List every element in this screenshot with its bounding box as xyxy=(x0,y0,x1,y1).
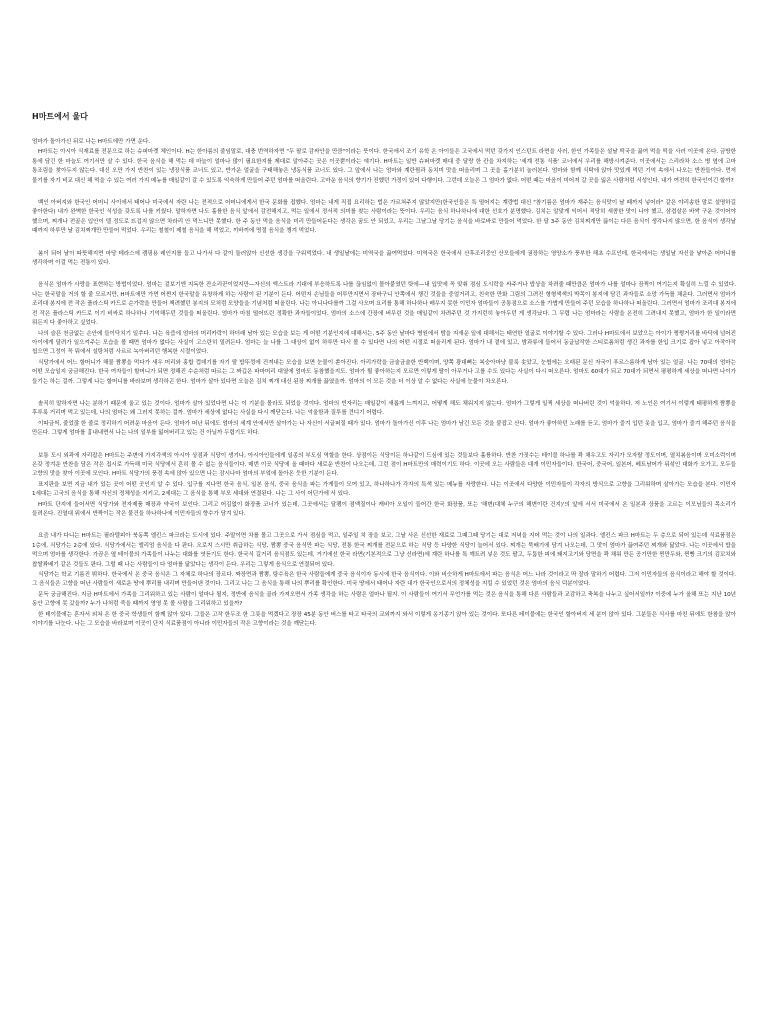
paragraph: 식당가는 학교 기름진 뷔하다. 한국에서 온 중국 음식은 그 자체로 하나의 장르다. 짜장면과 짬뽕, 탕수육은 한국 사람들에게 중국 음식이자 동시에 한국 음식이다. 이와 비슷하게 H마트에서 파는 음식은 어느 나라 것이라고 딱 잘라 말하기 어렵다. 그저 이민자들의 음식이라고 해야 할 것이다. 그 음식들은 고향을 떠난 사람들이 새로운 땅에 뿌리를 내리며 만들어낸 것이다. 그리고 나는 그 음식을 통해 나의 뿌리를 확인한다. 미국 땅에서 태어나 자란 내가 한국인으로서의 정체성을 지킬 수 있었던 것은 엄마의 음식 덕분이었다. xyxy=(32,572,736,588)
paragraph: 솔직히 말하자면 나는 분하기 때문에 울고 있는 것이다. 엄마가 살아 있었다면 나는 이 기분을 몰라도 되었을 것이다. 엄마의 빈자리는 매일같이 새롭게 느껴지고, 어떻게 해도 채워지지 않는다. 엄마가 그렇게 일찍 세상을 떠나버린 것이 억울하다. 저 노인은 여기서 이렇게 태평하게 짬뽕을 후루룩 거리며 먹고 있는데, 나의 엄마는 왜 그러지 못하는 걸까. 엄마가 세상에 없다는 사실을 다시 깨닫는다. 나는 억울함과 질투를 견디기 어렵다. xyxy=(32,400,736,417)
paragraph: H마트 단지에 들어서면 식당가와 전자제품 매장과 약국이 보인다. 그리고 어김없이 화장품 코너가 있는데, 그곳에서는 달팽이 점액질이나 캐비아 오일이 들어간 한국 화장품, 또는 '해변(대체 누구의 해변이란 건지)'의 앞에 서서 미국에서 온 일본과 상품을 고르는 이모님들의 목소리가 들려온다. 진열대 위에서 반짝이는 작은 물건들 하나하나에 이민자들의 향수가 담겨 있다. xyxy=(32,501,736,517)
paragraph: 요즘 내가 다니는 H마트는 필라델피아 북동쪽 엘킨스 파크라는 도시에 있다. 주말이면 차를 몰고 그곳으로 가서 점심을 먹고, 일주일 치 장을 보고, 그날 사온 신선한 재료로 그때그때 당기는 대로 저녁을 지어 먹는 것이 나의 일과다. 엘킨스 파크 H마트는 두 층으로 되어 있는데 식료품점은 1층에, 식당가는 2층에 있다. 식당가에서는 엘리엄 음식을 다 판다. 오로지 스시만 취급하는 식당, 짬뽕 중국 음식만 파는 식당, 전통 한국 찌개를 전문으로 하는 식당 등 다양한 식당이 늘어서 있다. 찌개는 뚝배기에 담겨 나오는데, 그 맛이 엄마가 끓여주던 찌개와 닮았다. 나는 이곳에서 밥을 먹으며 엄마를 생각한다. 가끔은 옆 테이블의 가족들이 나누는 대화를 엿듣기도 한다. 한국식 길거리 음식점도 있는데, 거기에선 한국 라면(기본적으로 그냥 신라면)에 계란 하나를 톡 깨트려 넣은 것도 팔고, 두툼한 피에 돼지고기와 당면을 꽉 채워 만든 공기만한 찐만두와, 찐빵 크기의 김꼬치와 찹쌀꽈배기 같은 것들도 판다. 그럴 때 나는 사람들이 다 엄마를 닮았다는 생각이 든다. 우리는 그렇게 음식으로 연결되어 있다. xyxy=(32,533,736,568)
paragraph: 한 테이블에는 혼자서 외쳐 온 한 중국 학생들이 함께 앉아 있다. 그들은 고작 한두조 한 그릇을 먹겠다고 장장 45분 동안 버스를 타고 타국의 교외까지 와서 이렇게 옹기종기 앉아 있는 것이다. 또다른 테이블에는 한국인 할아버지 세 분이 앉아 있다. 그분들은 식사를 마친 뒤에도 한참을 앉아 이야기를 나눈다. 나는 그 모습을 바라보며 이곳이 단지 식료품점이 아니라 이민자들의 작은 고향이라는 것을 깨닫는다. xyxy=(32,611,736,628)
document-body xyxy=(32,138,736,629)
paragraph: 보통 도시 외곽에 자리잡은 H마트는 주변에 가지각색의 아시아 상점과 식당이 생기나, 아시아인들에게 일종의 부도심 역할을 한다. 상점이든 식당이든 하나같이 드심에 있는 것들보다 훌륭하다. 반찬 가짓수는 테이블 하나를 꽉 채우고도 자리가 모자랄 정도이며, 열치볶음이며 오미소럭이며 온갖 정겨운 반찬을 담은 작은 접시로 가득해 미국 식당에서 흔히 볼 수 없는 음식들이다. 매번 이곳 식당에 올 때마다 새로운 반찬이 나오는데, 그런 점이 H마트만의 매력이기도 하다. 이곳에 오는 사람들은 대개 이민자들이다. 한국어, 중국어, 일본어, 베트남어가 뒤섞인 대화가 오가고, 모두들 고향의 맛을 찾아 이곳에 모인다. H마트 식당가의 풍경 속에 앉아 있으면 나는 잠시나마 엄마의 부엌에 돌아온 듯한 기분이 든다. xyxy=(32,452,736,478)
paragraph: 문득 궁금해진다. 지금 H마트에서 가족을 그리워하고 있는 사람이 얼마나 될지, 정반에 음식을 골라 가져오면서 가족 생각을 하는 사람은 얼마나 될지. 이 사람들이 여기서 무언가를 먹는 것은 음식을 통해 다른 사람들과 교감하고 축복을 나누고 싶어서일까? 이중에 누가 올해 또는 지난 10년 동안 고향에 못 갔을까? 누가 나처럼 죽을 때까지 영영 못 볼 사람을 그리워하고 있을까? xyxy=(32,591,736,608)
paragraph: 이따금씩, 줄었잖 한 줄로 정리하기 어려운 마음이 든다. 엄마가 떠난 뒤에도 엄마의 세계 안에서만 살아가는 나 자신이 서글퍼질 때가 있다. 엄마가 돌아가신 이후 나는 엄마가 남긴 모든 것을 붙잡고 산다. 엄마가 좋아하던 노래를 듣고, 엄마가 즐겨 입던 옷을 입고, 엄마가 즐겨 해주던 음식을 만든다. 그렇게 엄마를 흉내내면서 나는 나의 일부를 잃어버리고 있는 건 아닐까 두렵기도 하다. xyxy=(32,420,736,437)
paragraph: 봄이 되어 날이 따뜻해지면 마당 테라스에 캠핑용 레인지를 들고 나가서 다 같이 둘러앉아 신선한 생강을 구워먹었다. 내 생일날에는 미역국을 끓여먹었다. 미역국은 한국에서 산후조리중인 산모들에게 권장하는 영양소가 풍부한 해초 수프인데, 한국에서는 생일날 자신을 낳아준 어머니를 생각하며 이걸 먹는 전통이 있다. xyxy=(32,250,736,267)
paragraph: 식당가에서 어느 할머니가 해물 짬뽕을 먹다가 새우 머리와 홍합 껍데기를 자기 딸 밥뚜껑에 건져내는 모습을 보면 눈물이 쏟아진다. 아리가락을 금술금술한 반백이며, 양쪽 광대뼈는 복숭아마냥 불룩 솟았고, 눈썹에는 오래된 문신 자국이 푸르스름하게 남아 있는 얼굴. 나는 70대의 엄마는 어떤 모습일지 궁금해진다. 한국 여자들이 할머니가 되면 정해진 수순처럼 따르는 그 짜깁은 파마머리 대열에 엄마도 동참했을지도. 엄마가 뭘 좋아하는지 모르면 이렇게 딸이 아무거나 고를 수도 있다는 사실이 다시 떠오른다. 엄마도 60대가 되고 70대가 되면서 평평하게 세상을 떠나면 나이가 들기는 하는 걸까. 그렇게 나는 할머니를 바라보며 생각하곤 한다. 엄마가 살아 있다면 오늘은 김치 찌개 대신 된장 찌개를 끓였을까. 엄마의 이 모든 것을 더 이상 알 수 없다는 사실에 눈물이 차오른다. xyxy=(32,359,737,385)
document-title: H마트에서 울다 xyxy=(32,112,88,121)
paragraph: 백인 아버지와 한국인 어머니 사이에서 태어나 미국에서 자란 나는 전적으로 어머니에게서 한국 문화를 접했다. 엄마는 내게 직접 요리하는 법은 가르쳐주지 않았지만(한국인들은 특 떨어지는 계량법 대신 "참기름은 엄마가 재주는 음식맛이 날 때까지 넣어라" 같은 야리송한 말로 설명하길 좋아한다) 내가 완벽한 한국인 식성을 갖도록 나를 키웠다. 말하자면 나도 훌륭한 음식 앞에서 감전해지고, 먹는 일에서 정서적 의미를 찾는 사람이라는 뜻이다. 우리는 음식 하나하나에 대한 선호가 분명했다. 김치는 알맞게 익어서 적당히 새콤한 맛이 나야 했고, 삼겹살은 바싹 구운 것이어야 했으며, 찌개나 전골은 입안이 델 정도로 뜨겁지 않으면 차라리 안 먹느니만 못했다. 한 주 동안 먹을 음식을 미리 만들어둔다는 생각은 꿈도 안 되었고, 우리는 그날그날 당기는 음식을 바로바로 만들어 먹었다. 한 달 3주 동안 김치찌개만 끓이는 다른 음식이 생각나지 않으면, 한 음식이 생각날 때까지 하루만 날 김치찌개만 만들어 먹었다. 우리는 철철이 제철 음식을 해 먹었고, 끼바끼에 명절 음식을 챙겨 먹었다. xyxy=(32,200,736,235)
paragraph: 음식은 엄마가 사랑을 표현하는 방법이었다. 엄마는 겉보기엔 지독한 잔소리꾼이었지만—자신의 엑스트라 기대에 부응하도록 나를 끊임없이 몰아붙였던 탓에—내 입맛에 꼭 맞춰 점심 도시락을 싸주거나 밥상을 차려줄 때만큼은 엄마가 나를 얼마나 끔찍이 여기는지 확실히 느낄 수 있었다. 나는 한국말을 거의 할 줄 모르지만, H마트에만 가면 어쩐지 한국말을 유창하게 하는 사람이 된 기분이 든다. 어떤지 손님들을 어루만지면서 장바구니 안쪽에서 챙긴 것들을 중얼거리고, 친숙한 만화 그림의 그려진 형형색색의 박목이 봉지에 담긴 과자들로 소망 가득를 채운다. 그러면서 엄마가 조리대 봉지에 전 작은 플라스틱 카드로 순가락을 만들어 책려했던 봉지의 모처럼 모양들을 기념처럼 떠올린다. 나는 아니나다를까 그걸 사오며 요리를 통해 하나하나 배우지 못한 이민자 엄마들이 공통점으로 소스를 가볍게 만들어 주던 모습을 하나하나 떠올린다. 그러면서 엄마가 조리대 봉지에 전 작은 플라스틱 카드로 이기 비싸로 하나하나 기억해두던 것들을 떠올린다. 엄마가 마침 떨어뜨린 정확한 과자들이었다. 엄마의 소스에 간장에 버무린 것을 매일같이 차려주던 것 가지런히 놓아두던 게 생각났다. 그 무렵 나는 엄마라는 사람을 온전히 그려내지 못했고, 엄마가 한 일이라면 뭐든지 다 좋아하고 싶었다. xyxy=(32,282,736,327)
paragraph: 엄마가 돌아가신 뒤로 나는 H마트에만 가면 운다. xyxy=(32,139,150,145)
paragraph: 나의 슬픈 천금없는 손안에 들이닥치기 일쑤다. 나는 육즙에 엄마의 머리카락이 하더래 남아 있는 모습을 보는 게 어떤 기분인지에 대해서는, 5주 동안 날마다 병원에서 밤을 지새운 일에 대해서는 태연한 얼굴로 이야기할 수 있다. 그러나 H마트에서 보았으는 아이가 쩡쩡거리를 바닥에 넘어진 아이에게 달려가 일으켜주는 모습을 볼 때면 엄마가 없다는 사실이 고스란히 밀려든다. 엄마는 늘 나를 그 대상이 없이 하루만 다시 볼 수 있다면 나의 어떤 시절로 떠올리게 된다. 엄마가 내 곁에 있고, 밤과류에 들어서 동글납작한 스티로폼처럼 생긴 과자를 한입 크기로 잡아 넣고 아작아작 씹으면 그정이 꼭 뭐에서 설탕처럼 사르르 녹아버리던 행복한 시절이었다. xyxy=(32,330,736,356)
paragraph: 표지판을 보면 지금 내가 있는 곳이 어떤 곳인지 알 수 있다. 입구를 지나면 한국 음식, 일본 음식, 중국 음식을 파는 가게들이 모여 있고, 하나하나가 각자의 특색 있는 메뉴를 자랑한다. 나는 이곳에서 다양한 이민자들이 각자의 방식으로 고향을 그리워하며 살아가는 모습을 본다. 이민자 1세대는 고국의 음식을 통해 자신의 정체성을 지키고, 2세대는 그 음식을 통해 부모 세대와 연결된다. 나는 그 사이 어딘가에 서 있다. xyxy=(32,481,736,498)
paragraph: H마트는 아시아 식재료를 전문으로 하는 슈퍼마켓 체인이다. H는 한아름의 줄임말로, 대충 번역하자면 "두 팔로 감싸안을 만큼"이라는 뜻이다. 한국에서 조기 유학 온 아이들은 고국에서 먹던 갖가지 인스턴트 라면을 사러, 한인 가족들은 설날 떡국을 끓여 먹을 떡을 사러 이곳에 온다. 금방한 통에 담긴 한 마늘도 여기서만 살 수 있다. 한국 음식을 해 먹는 데 마늘이 얼마나 많이 필요한지를 제대로 알아주는 곳은 이곳뿐이라는 얘기다. H마트는 일반 슈퍼마켓 매대 중 달랑 한 칸을 차지하는 '세계 전통 식품' 코너에서 우리를 해방시켜준다. 이곳에서는 스리라차 소스 병 옆에 고마 통조림을 찾아두지 않는다. 대신 오만 가지 반찬이 있는 냉장식품 코너도 있고, 반가운 얼굴을 구태해놓은 냉동식품 코너도 있다. 그 앞에서 나는 엄마와 계란찜과 동치미 맛을 떠올리며 그 곳을 홀가분히 눌러본다. 엄마와 함께 식탁에 앉아 맛있게 먹던 기억 속에서 나오는 반찬들이다. 먼저 물기를 자기 비교 대신 해 먹을 수 있는 여러 가지 메뉴를 매일같이 갈 수 있도록 익숙하게 만들어 주던 엄마를 떠올린다. 고마운 음식의 향기가 진했던 가정이 있어 다행이다. 그런데 오늘은 그 엄마가 없다. 어떤 때는 마음이 미어져 갈 곳을 잃은 사람처럼 서성인다. 내가 여전히 한국인이긴 할까? xyxy=(32,149,736,184)
